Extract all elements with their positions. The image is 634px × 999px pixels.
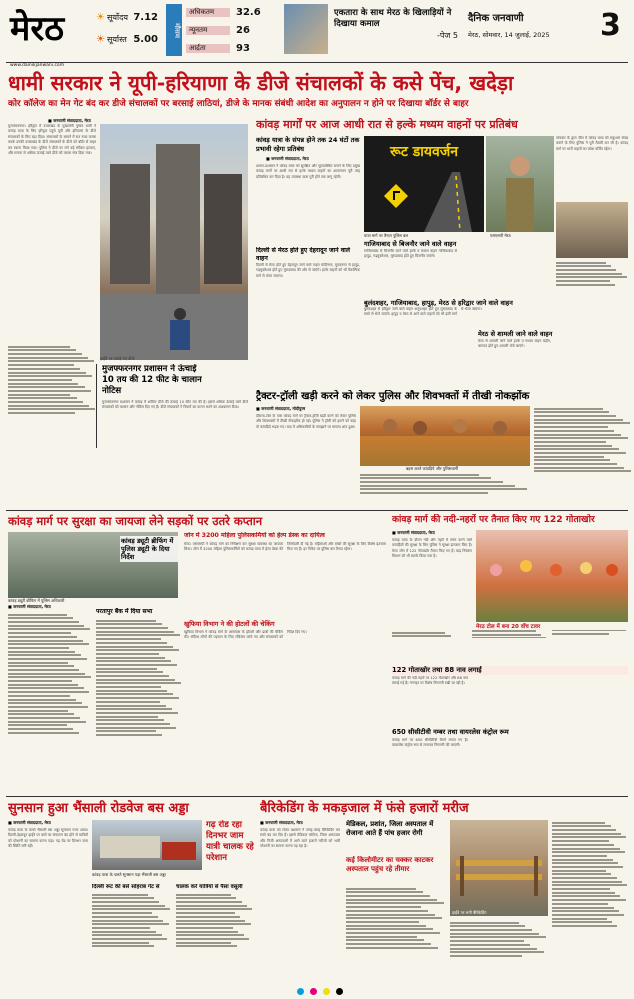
security-inset: कांवड़ ड्यूटी ब्रीफिंग में पुलिस ड्यूटी के दिया निर्देश bbox=[120, 536, 178, 562]
kanwar-col5 bbox=[478, 330, 628, 390]
lead-photo-caption: हाईवे पर पकड़े गए डीजे bbox=[100, 356, 135, 361]
lead-body: मुजफ्फरनगर। हरिद्वार में उत्तराखंड के मुख्यमंत्री पुष्कर धामी ने कांवड़ यात्रा के लिए हरिद्वार पहुंचे यूपी और हरियाणा के डीजे संचालकों के लिए बड़ा दिया। संचालकों के सामने में रात रुका कमरा करके उनकी उत्तराखंड के डीजे संचालकों के डीजे को बॉर्डर से बाहर कर रवाना किया गया। पुलिस ने डीजे पर लगे बड़े स्पीकर हटवाए, और मानक से अधिक ऊंचाई वाले डीजे को वापस भेज दिया गया। bbox=[8, 124, 96, 156]
kanwar-sub5: मेरठ से शामली जाने वाले वाहन bbox=[478, 330, 553, 338]
bus-sub1: दिल्ली रूट की बसें सोहराब गेट से bbox=[92, 884, 160, 890]
kanwar-side-body: पांचवार के द्वारा जीत में कांवड़ यात्रा को सकुशल संपन्न कराने के लिए पुलिस ने पूरी तैयारी कर ली है। कांवड़ मार्ग पर भारी वाहनों का प्रवेश वर्जित रहेगा। bbox=[556, 136, 628, 151]
weather-max: अधिकतम 32.6 bbox=[186, 4, 274, 20]
rivers-headline: कांवड़ मार्ग की नदी-नहरों पर तैनात किए गए 122 गोताखोर bbox=[392, 514, 595, 525]
kanwar-col1 bbox=[256, 136, 360, 386]
security-byline: ■ जनवाणी संवाददाता, मेरठ bbox=[8, 604, 51, 609]
kanwar-body: शासन-प्रशासन ने कांवड़ यात्रा को सुरक्षित और सुव्यवस्थित बनाने के लिए प्रमुख कांवड़ मार्गों पर आधी रात से हल्के मध्यम वाहनों का आवागमन पूरी तरह प्रतिबंधित कर दिया है। यह व्यवस्था यात्रा पूरी होने तक लागू रहेगी। bbox=[256, 164, 360, 179]
teaser-text: एकतारा के साथ मेरठ के खिलाड़ियों ने दिखाया कमाल bbox=[334, 8, 452, 29]
kanwar-sub3: गाजियाबाद से बिजनौर जाने वाले वाहन bbox=[364, 240, 457, 248]
bus-headline: सुनसान हुआ भैंसाली रोडवेज बस अड्डा bbox=[8, 801, 189, 816]
sunrise: ☀ सूर्योदय 7.12 bbox=[96, 11, 158, 23]
bus-sub2: चालक करें यात्रियों से पैसा वसूली bbox=[176, 884, 243, 890]
kanwar-body4: बुलंदशहर से हरिद्वार जाने वाले वाहन अनूपशहर होते हुए मुरादाबाद के रास्ते से भेजे जाएंगे। हापुड़ व मेरठ से आने वाले वाहनों को भी इसी मार्ग से भेजा जाएगा। bbox=[364, 307, 482, 317]
kanwar-body3: गाजियाबाद से बिजनौर जाने वाले हल्के व मध्यम वाहन गाजियाबाद से हापुड़, गढ़मुक्तेश्वर, मुरादाबाद होते हुए बिजनौर जाएंगे। bbox=[364, 248, 457, 258]
teaser-photo bbox=[284, 4, 328, 54]
muzaffarnagar-headline: मुजफ्फरनगर प्रशासन ने ऊंचाई 10 तय की 12 फीट के चालान नोटिस bbox=[102, 364, 202, 396]
weather-min: न्यूनतम 26 bbox=[186, 22, 274, 38]
muzaffarnagar-body: मुजफ्फरनगर प्रशासन ने कांवड़ में शामिल डीजे की ऊंचाई 10 फीट तय की है। इससे अधिक ऊंचाई वाले डीजे संचालकों को चालान और नोटिस दिए गए हैं। डीजे संचालकों ने नियमों का पालन करने का आश्वासन दिया। bbox=[102, 400, 248, 410]
bus-body: कांवड़ यात्रा के चलते भैंसाली बस अड्डा सुनसान नजर आया। दिल्ली-देहरादून हाईवे पर बसों का संचालन बंद होने से यात्रियों को परेशानी का सामना करना पड़ा। गढ़ रोड पर दिनभर जाम की स्थिति बनी रही। bbox=[8, 828, 88, 849]
officer-photo bbox=[486, 136, 554, 232]
rivers-story bbox=[392, 530, 628, 794]
kanwar-body5: मेरठ से शामली जाने वाले हल्के व मध्यम वाहन बड़ौत, बागपत होते हुए शामली भेजे जाएंगे। bbox=[478, 338, 551, 348]
paper-name: दैनिक जनवाणी bbox=[468, 13, 524, 24]
hospital-inset2: कई किलोमीटर का चक्कर काटकर अस्पताल पहुंच रहे तीमार bbox=[346, 856, 434, 873]
security-sub1: जोन में 3200 महिला पुलिसकर्मियों को हेल्प डेस्क का दायित्व bbox=[184, 532, 325, 539]
kanwar-sub4: बुलंदशहर, गाजियाबाद, हापुड़, मेरठ से हरिद्वार जाने वाले वाहन bbox=[364, 298, 513, 307]
tractor-body: दौराला-टोल के पास कांवड़ मार्ग पर ट्रैक्टर-ट्रॉली खड़ी करने को लेकर पुलिस और शिवभक्तों में तीखी नोकझोंक हो गई। पुलिस ने ट्रॉली को हटाने को कहा तो कांवड़िये भड़क गए। बाद में अधिकारियों के समझाने पर मामला शांत हुआ। bbox=[256, 414, 356, 429]
city-title: मेरठ bbox=[10, 9, 64, 49]
road-sign-icon bbox=[364, 136, 484, 232]
hospital-headline: बैरिकेडिंग के मकड़जाल में फंसे हजारों मरीज bbox=[260, 801, 469, 816]
teaser-page: -पेज 5 bbox=[437, 31, 458, 40]
kanwar-headline: कांवड़ मार्गों पर आज आधी रात से हल्के मध्यम वाहनों पर प्रतिबंध bbox=[256, 118, 518, 131]
website-strip bbox=[6, 62, 628, 69]
weather-label: मौसम bbox=[166, 4, 182, 56]
lead-headline: धामी सरकार ने यूपी-हरियाणा के डीजे संचालकों के कसे पेंच, खदेड़ा bbox=[8, 71, 514, 95]
security-headline: कांवड़ मार्ग पर सुरक्षा का जायजा लेने सड़कों पर उतरे कप्तान bbox=[8, 514, 263, 528]
rivers-photo-caption: मेरठ टोल में बना 20 वाँच टावर bbox=[476, 624, 541, 630]
page-number: 3 bbox=[600, 8, 621, 43]
sunset: ☀ सूर्यास्त 5.00 bbox=[96, 33, 158, 45]
kanwar-photo-caption1: यात्रा मार्ग पर तैनात पुलिस बल bbox=[364, 233, 409, 238]
police-photo bbox=[556, 202, 628, 258]
weather-box bbox=[166, 4, 276, 56]
security-sub2: परतापुर बैंक में दिया सभा bbox=[96, 608, 153, 615]
kanwar-byline: ■ जनवाणी संवाददाता, मेरठ bbox=[266, 156, 309, 161]
rivers-body3: कांवड़ मार्ग पर 650 सीसीटीवी कैमरे लगाए गए हैं। वायरलेस कंट्रोल रूम से लगातार निगरानी की जाएगी। bbox=[392, 738, 468, 748]
tractor-photo-caption: बहस करते कांवड़िये और पुलिसकर्मी bbox=[406, 466, 458, 471]
security-photo-caption: कांवड़ ड्यूटी ब्रीफिंग में पुलिस अधिकारी bbox=[8, 598, 65, 603]
rivers-sub2: 650 सीसीटीवी नम्बर तथा वायरलेस कंट्रोल रूम bbox=[392, 728, 509, 736]
lead-subheadline: कोर कॉलेज का मेन गेट बंद कर डीजे संचालकों पर बरसाई लाठियां, डीजे के मानक संबंधी आदेश का अनुपालन न होने पर दिखाया बॉर्डर से बाहर bbox=[8, 99, 469, 109]
hospital-story bbox=[260, 820, 628, 980]
website[interactable]: www.dainikjanwani.com bbox=[10, 63, 65, 68]
rivers-byline: ■ जनवाणी संवाददाता, मेरठ bbox=[392, 530, 435, 535]
barricade-photo bbox=[450, 820, 548, 916]
muzaffarnagar-story bbox=[8, 364, 248, 454]
lead-byline: ■ जनवाणी संवाददाता, मेरठ bbox=[48, 118, 91, 123]
sun-box bbox=[96, 8, 158, 50]
bus-story bbox=[8, 820, 254, 980]
hospital-photo-caption: हाईवे पर लगी बैरिकेडिंग bbox=[452, 910, 487, 915]
tractor-story bbox=[256, 406, 632, 508]
kanwar-body2: दिल्ली से मेरठ होते हुए देहरादून जाने वाले वाहन मोदीनगर, मुरादनगर से हापुड़, गढ़मुक्तेश्वर होते हुए मुरादाबाद की ओर से जाएंगे। हल्के वाहनों को भी वैकल्पिक मार्ग से भेजा जाएगा। bbox=[256, 263, 360, 278]
rivers-body2: कांवड़ मार्ग की नदी-नहरों पर 122 गोताखोर और 88 नाव लगाई गई हैं। गंगनहर पर विशेष निगरानी रखी जा रही है। bbox=[392, 676, 468, 686]
weather-humidity: आर्द्रता 93 bbox=[186, 40, 274, 56]
route-banner: रूट डायवर्जन bbox=[390, 144, 458, 160]
kanwar-sub2: दिल्ली से मेरठ होते हुए देहरादून जाने वाले वाहन bbox=[256, 247, 350, 262]
kanwar-crowd-photo bbox=[476, 530, 628, 622]
route-diversion-graphic bbox=[364, 136, 484, 232]
hospital-inset1: मेडिकल, प्रशांत, जिला अस्पताल में रोजाना आते हैं पांच हजार रोगी bbox=[346, 820, 434, 837]
kanwar-sub1: कांवड़ यात्रा के संपन्न होने तक 24 घंटों तक प्रभावी रहेगा प्रतिबंध bbox=[256, 136, 360, 153]
dj-truck-photo bbox=[100, 124, 248, 360]
sunset-icon: ☀ bbox=[96, 33, 105, 45]
tractor-headline: ट्रैक्टर-ट्रॉली खड़ी करने को लेकर पुलिस और शिवभक्तों में तीखी नोकझोंक bbox=[256, 391, 530, 402]
dateline: मेरठ, सोमवार, 14 जुलाई, 2025 bbox=[468, 31, 550, 39]
hospital-body: कांवड़ यात्रा को लेकर प्रशासन ने जगह-जगह बैरिकेडिंग कर रास्ते बंद कर दिए हैं। इससे मेडिकल कॉलेज, जिला अस्पताल और निजी अस्पतालों में आने वाले हजारों मरीजों को भारी परेशानी का सामना करना पड़ रहा है। bbox=[260, 828, 340, 849]
bus-stand-photo bbox=[92, 820, 202, 870]
security-story bbox=[8, 532, 386, 794]
security-body: मेरठ। एसएसपी ने कांवड़ मार्ग का निरीक्षण कर सुरक्षा व्यवस्था का जायजा लिया। जोन में 3200 महिला पुलिसकर्मियों को कांवड़ यात्रा में हेल्प डेस्क की जिम्मेदारी दी गई है। महिलाओं और बच्चों की सुरक्षा के लिए विशेष इंतजाम किए गए हैं। हर पिकेट पर पुलिस बल तैनात रहेगा। bbox=[184, 542, 386, 552]
rivers-body: कांवड़ यात्रा के दौरान नदी और नहरों में स्नान करने वाले कांवड़ियों की सुरक्षा के लिए पुलिस ने सुरक्षा इंतजाम किए हैं। मेरठ जोन में 122 गोताखोर तैनात किए गए हैं। बाढ़ नियंत्रण विभाग को भी सतर्क किया गया है। bbox=[392, 538, 472, 559]
lead-photo bbox=[100, 124, 248, 360]
tractor-byline: ■ जनवाणी संवाददाता, मोदीपुरम bbox=[256, 406, 306, 411]
bus-inset: गढ़ रोड रहा दिनभर जाम यात्री चालक रहे परेशान bbox=[206, 820, 254, 863]
security-sub3: खुफिया विभाग ने की होटलों की चेकिंग bbox=[184, 620, 275, 628]
bus-byline: ■ जनवाणी संवाददाता, मेरठ bbox=[8, 820, 51, 825]
tractor-photo bbox=[360, 406, 530, 466]
bus-photo-caption: कांवड़ यात्रा के चलते सूनसान पड़ा भैंसाली बस अड्डा bbox=[92, 872, 166, 877]
hospital-byline: ■ जनवाणी संवाददाता, मेरठ bbox=[260, 820, 303, 825]
security-body2: खुफिया विभाग ने कांवड़ मार्ग के आसपास के होटलों और ढाबों की चेकिंग की। संदिग्ध लोगों की पहचान के लिए रजिस्टर जांचे गए और संचालकों को निर्देश दिए गए। bbox=[184, 630, 307, 640]
registration-marks bbox=[120, 980, 520, 988]
sun-icon: ☀ bbox=[96, 11, 105, 23]
security-photo bbox=[8, 532, 178, 598]
rivers-sub1: 122 गोताखोर तथा 88 नाव लगाई bbox=[392, 666, 628, 675]
masthead bbox=[0, 0, 634, 62]
teaser[interactable] bbox=[334, 8, 458, 41]
kanwar-photo-caption2: एसएसपी मेरठ bbox=[490, 233, 511, 238]
